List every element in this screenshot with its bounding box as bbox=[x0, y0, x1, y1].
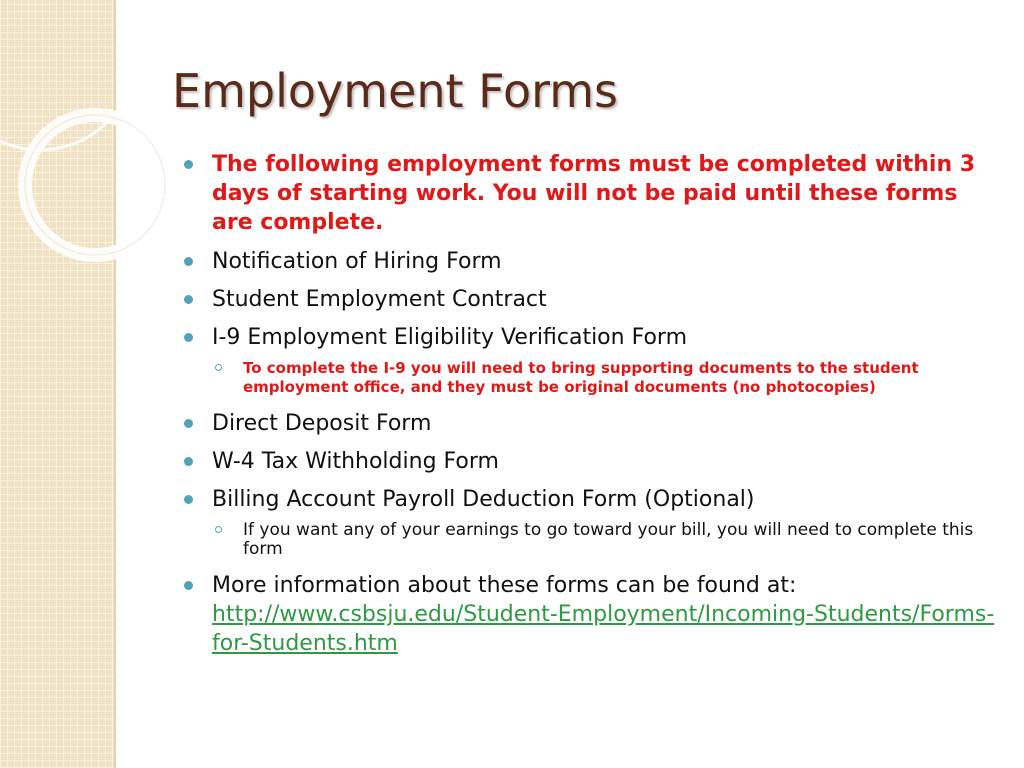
bullet-icon bbox=[184, 257, 193, 266]
subbullet-earnings-bill bbox=[212, 521, 997, 559]
bullet-item-notification-of-hiring bbox=[182, 247, 997, 276]
bullet-item-i9-form bbox=[182, 323, 997, 352]
bullet-text: W-4 Tax Withholding Form bbox=[212, 449, 499, 474]
bullet-icon bbox=[184, 295, 193, 304]
bullet-text: Billing Account Payroll Deduction Form (Optional) bbox=[212, 487, 755, 512]
decorative-circles bbox=[0, 0, 200, 300]
subbullet-text: If you want any of your earnings to go toward your bill, you will need to complete this form bbox=[243, 520, 974, 559]
bullet-item-deadline-notice bbox=[182, 150, 997, 237]
bullet-icon bbox=[184, 581, 193, 590]
bullet-icon bbox=[184, 160, 193, 169]
bullet-item-employment-contract bbox=[182, 285, 997, 314]
bullet-text: I-9 Employment Eligibility Verification Form bbox=[212, 325, 687, 350]
bullet-icon bbox=[184, 457, 193, 466]
forms-info-link[interactable]: http://www.csbsju.edu/Student-Employment/Incoming-Students/Forms-for-Students.htm bbox=[212, 602, 995, 656]
bullet-item-more-information bbox=[182, 571, 997, 658]
bullet-text: Notification of Hiring Form bbox=[212, 249, 502, 274]
bullet-content bbox=[182, 150, 997, 667]
bullet-icon bbox=[184, 419, 193, 428]
subbullet-text: To complete the I-9 you will need to bring supporting documents to the student employment office, and they must be original documents (no photocopies) bbox=[243, 359, 919, 396]
subbullet-i9-documents bbox=[212, 359, 997, 397]
bullet-text: Student Employment Contract bbox=[212, 287, 547, 312]
bullet-text: More information about these forms can be found at: bbox=[212, 573, 797, 598]
sub-bullet-icon bbox=[215, 364, 222, 371]
bullet-text: The following employment forms must be completed within 3 days of starting work. You will not be paid until these forms are complete. bbox=[212, 152, 976, 235]
sub-bullet-icon bbox=[215, 526, 222, 533]
bullet-item-direct-deposit bbox=[182, 409, 997, 438]
bullet-icon bbox=[184, 333, 193, 342]
slide-title: Employment Forms bbox=[172, 64, 618, 118]
bullet-list bbox=[182, 150, 997, 658]
bullet-text: Direct Deposit Form bbox=[212, 411, 432, 436]
bullet-item-w4 bbox=[182, 447, 997, 476]
bullet-item-payroll-deduction bbox=[182, 485, 997, 514]
bullet-icon bbox=[184, 495, 193, 504]
